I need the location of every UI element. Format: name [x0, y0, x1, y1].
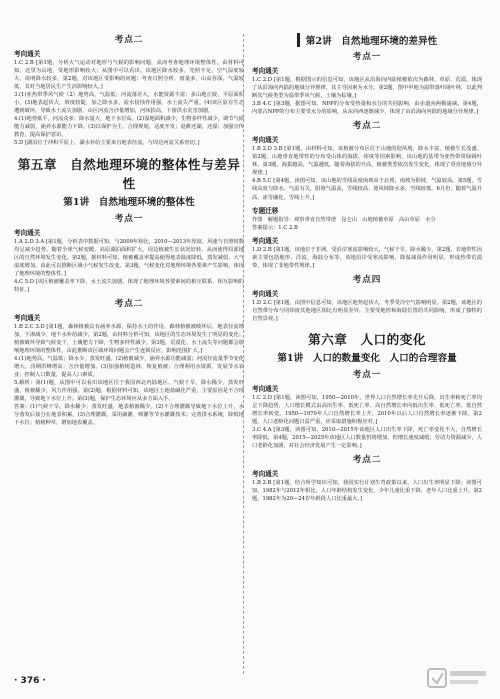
answer-paragraph: 4.(1)地势高，气温低；降水少，蒸发旺盛。(2)植被减少，涵养水源功能减弱；河流径流量季节变化增大，汛期洪峰增高；含沙量增加。(3)加强植树造林，恢复植被；合理利用水资源，发展节水农业；控制人口数量，提高人口素质。: [14, 356, 244, 379]
section-heading: 考点二: [352, 121, 382, 132]
answer-paragraph: 1.D 2.C [第1题，由图中信息可知，该地区地势起伏大，冬季受冷空气影响明显。第2题，该地区的自然带分布与同纬度其他地区相比有明显差异，主要受地形和海陆位置的共同影响，形成了独特的自然景观。]: [252, 299, 482, 322]
answer-paragraph: 3.B 4.C [第3题，据图可知，NPP的分布受热量和水分的共同影响，由赤道向两极递减。第4题，内蒙古NPP的分布主要受水分的影响，从东向西逐渐减少，体现了由沿海向内陆的地域分异规律。]: [252, 101, 482, 116]
answer-paragraph: 1.C 2.D [第1题，读图可知，1950—2010年，世界人口自然增长率先升后降，出生率和死亡率均呈下降趋势，人口增长模式由高出生率、低死亡率、高自然增长率向低出生率、低死亡率、低自然增长率转变。1950—1970年人口自然增长率上升，2010年以后人口自然增长率逐渐下降。第2题，人口老龄化问题日益严重，应采取措施积极应对。]: [252, 394, 482, 426]
lecture-title: 第1讲 自然地理环境的整体性: [63, 196, 195, 208]
right-column: [252, 30, 482, 690]
section-heading: 考点四: [352, 274, 382, 285]
section-heading: 考点一: [352, 52, 382, 62]
answer-paragraph: 3.(1)亚热带季风气候（2）地势高，气温低；河流落差大，水能资源丰富；多山地丘陵，平原面积小。(3)地表起伏大，坡度较陡，加之降水多，流水侵蚀作用强，水土流失严重。(4)该区原有生态遭到破坏，导致水土流失加剧，山区河流含沙量增加，河床抬高，下游洪水灾害加剧。: [14, 92, 244, 115]
chapter-title: 第五章 自然地理环境的整体性与差异性: [17, 156, 241, 191]
subsection-heading: 考向通关: [252, 384, 279, 393]
left-column: [14, 30, 244, 680]
page-number: · 376 ·: [14, 676, 46, 686]
subsection-heading: 考向通关: [252, 470, 279, 479]
subsection-heading: 考向通关: [14, 313, 41, 322]
subsection-heading: 考向通关: [252, 289, 279, 298]
answer-paragraph: 4.(1)地势低平，河流众多；降水量大，地下水位高。(2)湿地面积减少，生物多样性减少，调节气候能力减弱，涵养水源能力下降。(3)以保护为主，合理规划，适度开发；退耕还湖，还湿；加强宣传教育，提高保护意识。: [14, 116, 244, 139]
answer-paragraph: 1.C 2.D [第1题，根据图示的信息可知，该地区从沿海向内陆植被依次为森林、草原、荒漠，体现了从沿海向内陆的地域分异规律，其主导因素为水分。第2题，图中甲地为温带落叶阔叶林，以此判断其气候类型为温带季风气候，土壤为棕壤。]: [252, 77, 482, 100]
section-heading: 考点二: [352, 455, 382, 466]
section-heading: 考点二: [114, 298, 144, 309]
subsection-heading: 考向通关: [14, 50, 41, 58]
lecture-title-text: 第2讲 自然地理环境的差异性: [305, 36, 438, 47]
section-heading: 考点一: [114, 213, 144, 224]
answer-paragraph: 作图 解题指导：观察垂直自然带谱 昆仑山 山地植被草原 高山草原 水分: [252, 216, 436, 223]
title-bar: [297, 33, 300, 47]
answer-paragraph: 1.B 2.C 3.D [第1题，森林植被具有涵养水源、保持水土的作用，森林植被被破坏后，地表径流增加，下渗减少，地下水补给减少。第2题，由材料分析可知，该地区的生态环境发生了明显的变化；植被破坏导致气候变干，土壤肥力下降，生物多样性减少。第3题，荒漠化、水土流失等问题都会影响地理环境的整体性，由此推断该区域环境问题会产生连锁反应，影响范围扩大。]: [14, 323, 244, 354]
chapter-title: 第六章 人口的变化: [308, 331, 426, 347]
answer-paragraph: 1.D 2.B [第1题，该地位于非洲，受沿岸寒流影响较大，气候干旱，降水稀少。第2题，非地带性因素主要包括地形、洋流、海陆分布等，该地沿岸受寒流影响，降温减湿作用明显，形成热带荒漠带，体现了非地带性规律。]: [252, 246, 482, 269]
answer-paragraph: 3.C 4.A [第3题，读图可知，2010—2015年该地区人口出生率下降，死亡率变化不大，自然增长率降低。第4题，2015—2025年该地区人口数量仍将增加，但增长速度减缓；劳动力资源减少，人口老龄化加剧，对社会经济发展产生一定影响。]: [252, 427, 482, 450]
section-heading: 考点二: [114, 35, 144, 45]
answer-paragraph: 1.C 2.B [第1题，分析大气运动对地形与气候的影响问题，从而考查地理环境整体性。由材料可知，这里为山地，受地形影响较大；从图中可以看出，该地区降水较多，光照不足，空气湿度较大，说明降水较多，第2题，对该地区受影响的问题；考查日照分析。雨量多，山高谷深，气温较低，其对当地居民生产生活影响较大，]: [14, 60, 244, 91]
subsection-heading: 考向通关: [252, 136, 279, 145]
column-divider: [243, 34, 244, 674]
section-heading: 考点一: [352, 369, 382, 380]
answer-paragraph: 5.D [湖泊位于冲积平原上，湖水补给主要来自地表径流，与周边河流关系密切。]: [14, 140, 200, 147]
answer-paragraph: 4.B 5.C [第4题，读图可知，该山地的雪线高度南坡高于北坡，南坡为阳坡，气温较高。第5题，雪线高度与降水、气温有关，阳坡气温高，雪线较高；迎风坡降水多，雪线较低。6月份，随着气温升高，冰雪融化，雪线上升。]: [252, 178, 482, 201]
subsection-heading: 专题迁移: [252, 206, 279, 215]
answer-paragraph: 1.A 2.D 3.A [第1题，分析表中数据可知，与2009年相比，2010—2013年厚度、风速与日照时数均呈减少趋势。随着全球气候变暖，高原湖泊面积扩大，周边植被生长状况好转，从而使得局部地区的自然环境发生变化。第2题，据材料可知，植被覆盖率提高使得地表温度降低，蒸发减弱，大气湿度增加，由此可以推断区域小气候发生改变。第3题，气候变化对地理环境各要素产生影响，体现了地理环境的整体性。]: [14, 238, 244, 277]
subsection-heading: 考向通关: [252, 67, 279, 75]
answer-paragraph: 4.C 5.D [该区植被覆盖率下降，水土流失加剧，体现了地理环境各要素间的相互联系、相互影响的特征。]: [14, 278, 244, 293]
answer-paragraph: 答案提示：1.C 2.B: [252, 224, 298, 231]
subsection-heading: 考向通关: [252, 236, 279, 245]
answer-paragraph: 答案：(1)气候干旱，降水稀少；蒸发旺盛，地表植被稀少。(2)不合理灌溉导致地下水位上升，水分蒸发后盐分在地表积累。(3)合理灌溉，采用滴灌、喷灌等节水灌溉技术；完善排水系统，降低地下水位；植树种草，增加地表覆盖。: [14, 404, 244, 427]
lecture-title: 第1讲 人口的数量变化 人口的合理容量: [277, 352, 457, 364]
subsection-heading: 考向通关: [14, 228, 41, 237]
answer-paragraph: 1.B 2.B [第1题，结合所学知识可知，我国实行计划生育政策以来，人口出生率明显下降；读图可知，1982年与2012年相比，人口年龄结构发生变化，少年儿童比重下降，老年人口比重上升。第2题，1982年为20—24岁年龄段人口比重最大。]: [252, 480, 482, 503]
lecture-title: [252, 33, 482, 47]
watermark-logo: [426, 665, 490, 693]
answer-paragraph: 1.B 2.D 3.B [第1题，由材料可知，该植被分布区位于山地的迎风坡，降水丰富，植被生长茂盛。第2题，山地垂直地带性的分布受山体的海拔、纬度等因素影响，该山地的基带为亚热带常绿阔叶林。第3题，海拔越高，气温越低，随着海拔的升高，植被类型依次发生变化，体现了垂直地域分异规律。]: [252, 146, 482, 177]
answer-paragraph: 5.解析：第(1)题，从图中可以看出该地区位于我国西北内陆地区，气候干旱，降水稀少，蒸发旺盛，植被稀少，风力作用强。第(2)题，根据材料可知，该地区土地盐碱化严重，主要原因是不合理灌溉，导致地下水位上升。第(3)题，保护生态环境应从多方面入手。: [14, 380, 244, 403]
